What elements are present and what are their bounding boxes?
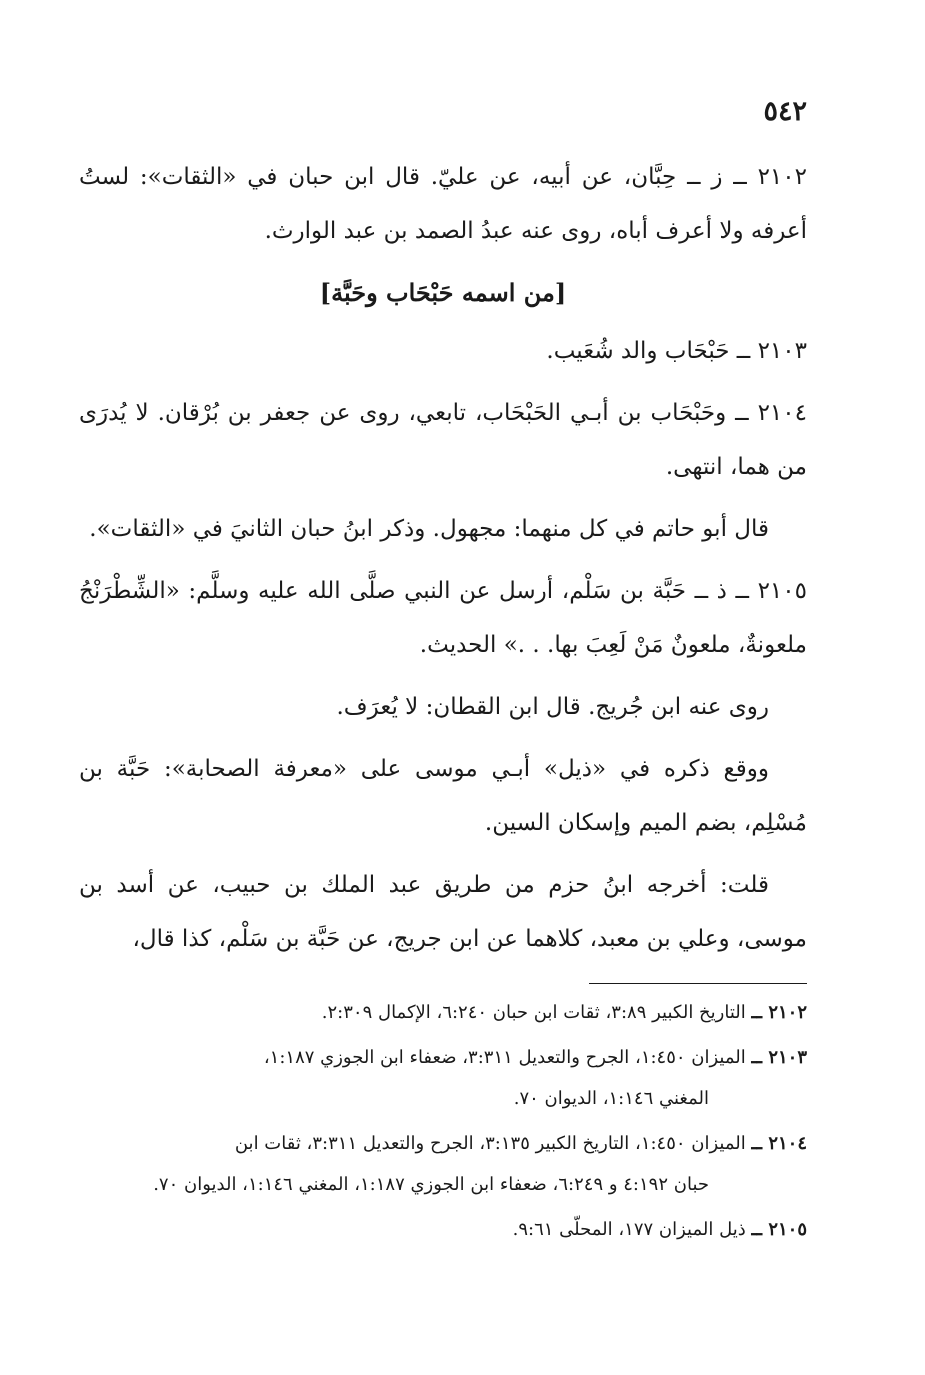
- footnote-text: ذيل الميزان ١٧٧، المحلّى ٩:٦١.: [512, 1219, 746, 1240]
- section-heading: [من اسمه حَبْحَاب وحَبَّة]: [319, 278, 567, 307]
- comment-dhayl: ووقع ذكره في «ذيل» أبـي موسى على «معرفة الصحابة»: حَبَّة بن مُسْلِم، بضم الميم وإسكان السين.: [79, 756, 807, 836]
- footnote-continuation: المغني ١:١٤٦، الديوان ٧٠.: [513, 1088, 709, 1109]
- main-text: [79, 150, 807, 974]
- footnote-number: ٢١٠٢ ــ: [751, 1002, 807, 1023]
- footnote-number: ٢١٠٤ ــ: [751, 1133, 807, 1154]
- footnote-text: الميزان ١:٤٥٠، التاريخ الكبير ٣:١٣٥، الجرح والتعديل ٣:٣١١، ثقات ابن: [234, 1133, 746, 1154]
- footnote-2102: [79, 992, 807, 1033]
- footnote-divider: [589, 983, 807, 984]
- footnote-text: التاريخ الكبير ٣:٨٩، ثقات ابن حبان ٦:٢٤٠، الإكمال ٢:٣٠٩.: [321, 1002, 746, 1023]
- footnote-text: الميزان ١:٤٥٠، الجرح والتعديل ٣:٣١١، ضعفاء ابن الجوزي ١:١٨٧،: [263, 1047, 746, 1068]
- comment-ibn-jurayj: روى عنه ابن جُريج. قال ابن القطان: لا يُعرَف.: [336, 694, 769, 720]
- page-number: ٥٤٢: [763, 96, 807, 127]
- footnote-2104: [79, 1123, 807, 1205]
- footnote-number: ٢١٠٥ ــ: [751, 1219, 807, 1240]
- footnote-2103: [79, 1037, 807, 1119]
- footnote-number: ٢١٠٣ ــ: [751, 1047, 807, 1068]
- entry-2102: ٢١٠٢ ــ ز ــ حِبَّان، عن أبيه، عن عليّ. قال ابن حبان في «الثقات»: لستُ أعرفه ولا أعرف أباه، روى عنه عبدُ الصمد بن عبد الوارث.: [79, 164, 807, 244]
- entry-2105: ٢١٠٥ ــ ذ ــ حَبَّة بن سَلْم، أرسل عن النبي صلَّى الله عليه وسلَّم: «الشِّطْرَنْجُ ملعونةٌ، ملعونٌ مَنْ لَعِبَ بها. . .» الحديث.: [79, 578, 807, 658]
- comment-abu-hatim: قال أبو حاتم في كل منهما: مجهول. وذكر ابنُ حبان الثانيَ في «الثقات».: [89, 516, 769, 542]
- footnote-continuation: حبان ٤:١٩٢ و ٦:٢٤٩، ضعفاء ابن الجوزي ١:١٨٧، المغني ١:١٤٦، الديوان ٧٠.: [153, 1174, 709, 1195]
- footnotes: [79, 992, 807, 1254]
- entry-2103: ٢١٠٣ ــ حَبْحَاب والد شُعَيب.: [546, 338, 807, 364]
- entry-2104: ٢١٠٤ ــ وحَبْحَاب بن أبـي الحَبْحَاب، تابعي، روى عن جعفر بن بُرْقان. لا يُدرَى من هما، انتهى.: [79, 400, 807, 480]
- comment-qult: قلت: أخرجه ابنُ حزم من طريق عبد الملك بن حبيب، عن أسد بن موسى، وعلي بن معبد، كلاهما عن ابن جريج، عن حَبَّة بن سَلْم، كذا قال،: [79, 872, 807, 952]
- footnote-2105: [79, 1209, 807, 1250]
